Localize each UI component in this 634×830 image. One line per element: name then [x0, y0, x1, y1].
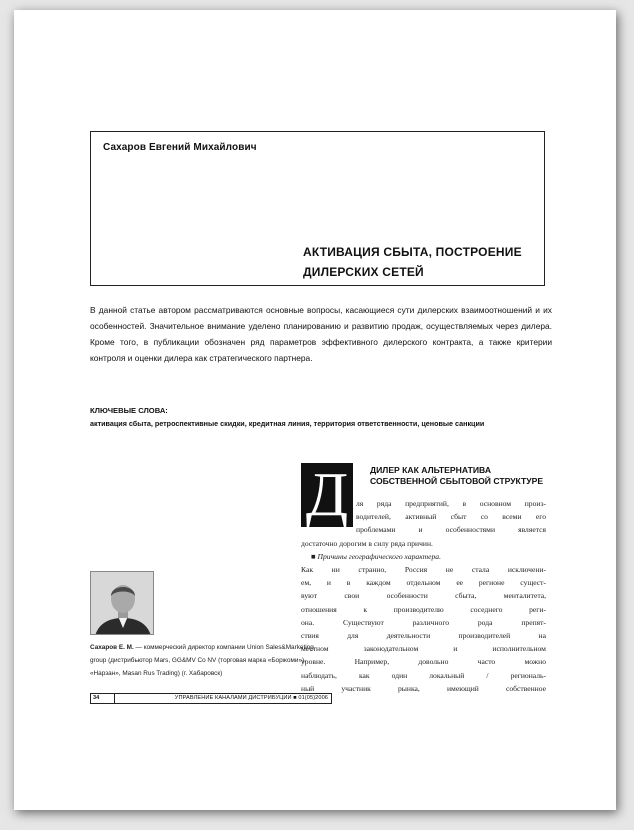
journal-name: УПРАВЛЕНИЕ КАНАЛАМИ ДИСТРИБУЦИИ ■ 01(05)2006 [174, 695, 328, 701]
body-line: ствия для деятельности производителей на [301, 631, 546, 641]
journal-page [14, 10, 616, 810]
body-text-column [301, 537, 546, 695]
section-title [370, 465, 555, 487]
portrait-icon [91, 572, 154, 635]
body-line: Как ни странно, Россия не стала исключени- [301, 565, 546, 574]
keywords-heading: КЛЮЧЕВЫЕ СЛОВА: [90, 406, 168, 415]
body-line: достаточно дорогим в силу ряда причин. [301, 538, 433, 548]
body-line: уровне. Например, довольно часто можно [301, 657, 546, 667]
page-number: 34 [91, 694, 115, 703]
keywords-list: активация сбыта, ретроспективные скидки, кредитная линия, территория ответственности, ценовые санкции [90, 419, 485, 428]
article-title [303, 242, 539, 282]
bio-text: — коммерческий директор компании Union Sales&Marketing group (дистрибьютор Mars, GG&MV Co NV (торговая марка «Боржоми»), «Нарзан», Masan Rus Trading) (г. Хабаровск) [90, 644, 314, 677]
body-line: ный участник рынка, имеющий собственное [301, 683, 546, 693]
body-line: ■ Причины географического характера. [311, 551, 442, 561]
page-footer [90, 693, 332, 704]
title-line-2: ДИЛЕРСКИХ СЕТЕЙ [303, 265, 424, 279]
body-line: наблюдать, как один локальный / региональ- [301, 670, 546, 680]
author-name: Сахаров Евгений Михайлович [103, 142, 257, 153]
abstract: В данной статье автором рассматриваются основные вопросы, касающиеся сути дилерских взаимоотношений и их особенностей. Значительное внимание уделено планированию и развитию продаж, осуществляемых через дилера. Кроме того, в публикации обозначен ряд параметров эффективного дилерского контракта, а также критерии контроля и оценки дилера как стратегического партнера. [90, 305, 552, 363]
section-title-line-1: ДИЛЕР КАК АЛЬТЕРНАТИВА [370, 465, 492, 475]
body-line: она. Существуют различного рода препят- [301, 617, 546, 627]
body-line: ем, и в каждом отдельном ее регионе сущест- [301, 578, 546, 588]
drop-cap: Д [301, 463, 353, 527]
body-line: водителей, активный сбыт со всеми его [356, 512, 546, 522]
title-frame [90, 131, 545, 286]
bio-name: Сахаров Е. М. [90, 644, 134, 651]
author-photo [90, 571, 154, 635]
body-line: вуют свои особенности сбыта, менталитета, [301, 591, 546, 601]
body-line: проблемами и особенностями является [356, 525, 546, 535]
body-line: ля ряда предприятий, в основном произ- [356, 499, 546, 508]
author-bio [90, 641, 330, 680]
title-line-1: АКТИВАЦИЯ СБЫТА, ПОСТРОЕНИЕ [303, 245, 522, 259]
body-line: местном законодательном и исполнительном [301, 644, 546, 654]
section-title-line-2: СОБСТВЕННОЙ СБЫТОВОЙ СТРУКТУРЕ [370, 476, 544, 486]
body-text-indented [356, 497, 546, 537]
body-line: отношения к производителю соседнего реги- [301, 604, 546, 614]
